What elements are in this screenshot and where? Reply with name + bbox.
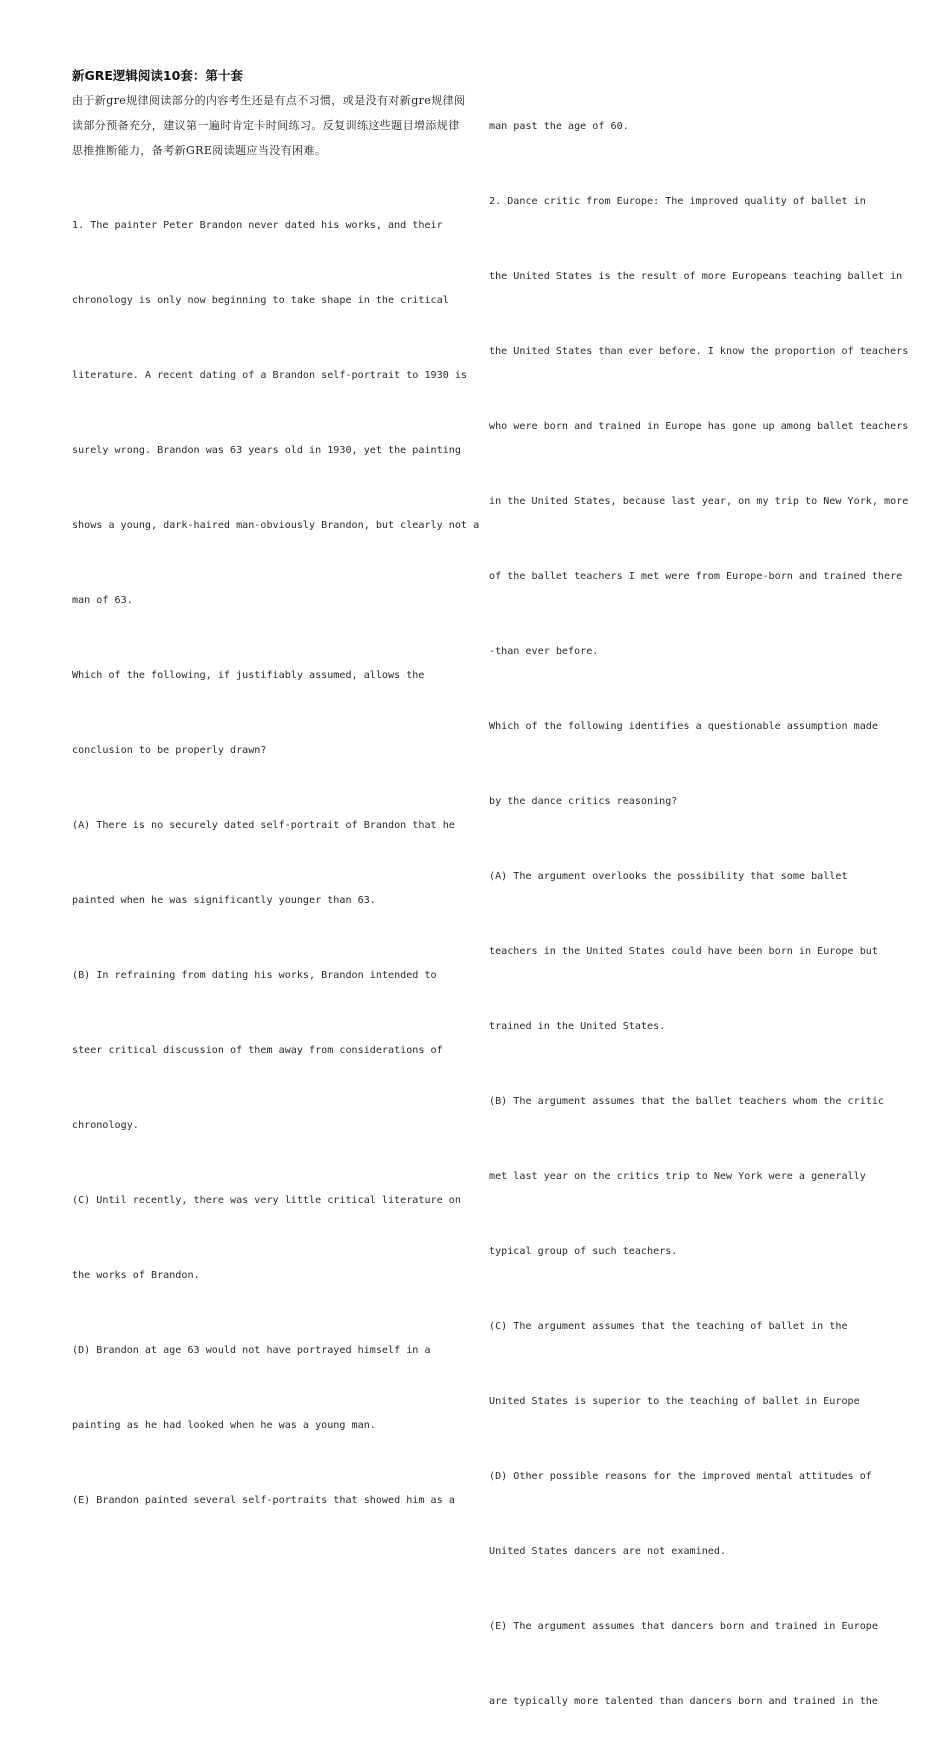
- text-line: by the dance critics reasoning?: [489, 796, 678, 807]
- text-line: painted when he was significantly younger than 63.: [72, 895, 376, 906]
- intro-line: 读部分预备充分，建议第一遍时肯定卡时间练习。反复训练这些题目增添规律: [72, 119, 460, 132]
- text-line: (C) The argument assumes that the teaching of ballet in the: [489, 1321, 848, 1332]
- text-line: shows a young, dark-haired man-obviously Brandon, but clearly not a: [72, 520, 480, 531]
- text-line: typical group of such teachers.: [489, 1246, 678, 1257]
- text-line: chronology.: [72, 1120, 139, 1131]
- text-line: of the ballet teachers I met were from Europe-born and trained there: [489, 571, 903, 582]
- text-line: (E) Brandon painted several self-portraits that showed him as a: [72, 1495, 455, 1506]
- text-line: (A) The argument overlooks the possibility that some ballet: [489, 871, 848, 882]
- text-line: trained in the United States.: [489, 1021, 666, 1032]
- text-line: conclusion to be properly drawn?: [72, 745, 267, 756]
- intro-paragraph: [72, 88, 466, 163]
- text-line: man past the age of 60.: [489, 121, 629, 132]
- text-line: 2. Dance critic from Europe: The improved quality of ballet in: [489, 196, 866, 207]
- text-line: painting as he had looked when he was a young man.: [72, 1420, 376, 1431]
- left-column: [72, 64, 480, 1563]
- text-line: are typically more talented than dancers born and trained in the: [489, 1696, 878, 1707]
- text-line: (D) Other possible reasons for the improved mental attitudes of: [489, 1471, 872, 1482]
- intro-line: 由于新gre规律阅读部分的内容考生还是有点不习惯，或是没有对新gre规律阅: [72, 94, 466, 107]
- text-line: man of 63.: [72, 595, 133, 606]
- text-line: teachers in the United States could have been born in Europe but: [489, 946, 878, 957]
- text-line: Which of the following identifies a questionable assumption made: [489, 721, 878, 732]
- text-line: (B) In refraining from dating his works, Brandon intended to: [72, 970, 437, 981]
- text-line: chronology is only now beginning to take shape in the critical: [72, 295, 449, 306]
- text-line: 1. The painter Peter Brandon never dated his works, and their: [72, 220, 443, 231]
- text-line: (E) The argument assumes that dancers born and trained in Europe: [489, 1621, 878, 1632]
- text-line: United States is superior to the teaching of ballet in Europe: [489, 1396, 860, 1407]
- text-line: literature. A recent dating of a Brandon self-portrait to 1930 is: [72, 370, 468, 381]
- text-line: (C) Until recently, there was very little critical literature on: [72, 1195, 461, 1206]
- text-line: steer critical discussion of them away from considerations of: [72, 1045, 443, 1056]
- text-line: (B) The argument assumes that the ballet teachers whom the critic: [489, 1096, 885, 1107]
- document-title: 新GRE逻辑阅读10套：第十套: [72, 68, 243, 83]
- intro-line: 思推推断能力，备考新GRE阅读题应当没有困难。: [72, 144, 327, 157]
- text-line: met last year on the critics trip to New York were a generally: [489, 1171, 866, 1182]
- text-line: who were born and trained in Europe has gone up among ballet teachers: [489, 421, 909, 432]
- question-1-text: [72, 163, 480, 1563]
- text-line: United States dancers are not examined.: [489, 1546, 727, 1557]
- text-line: in the United States, because last year, on my trip to New York, more: [489, 496, 909, 507]
- text-line: the United States than ever before. I know the proportion of teachers: [489, 346, 909, 357]
- right-column: [489, 64, 909, 1764]
- text-line: surely wrong. Brandon was 63 years old in 1930, yet the painting: [72, 445, 461, 456]
- text-line: (A) There is no securely dated self-portrait of Brandon that he: [72, 820, 455, 831]
- text-line: the United States is the result of more Europeans teaching ballet in: [489, 271, 903, 282]
- text-line: the works of Brandon.: [72, 1270, 200, 1281]
- text-line: -than ever before.: [489, 646, 599, 657]
- text-line: (D) Brandon at age 63 would not have portrayed himself in a: [72, 1345, 431, 1356]
- text-line: Which of the following, if justifiably assumed, allows the: [72, 670, 425, 681]
